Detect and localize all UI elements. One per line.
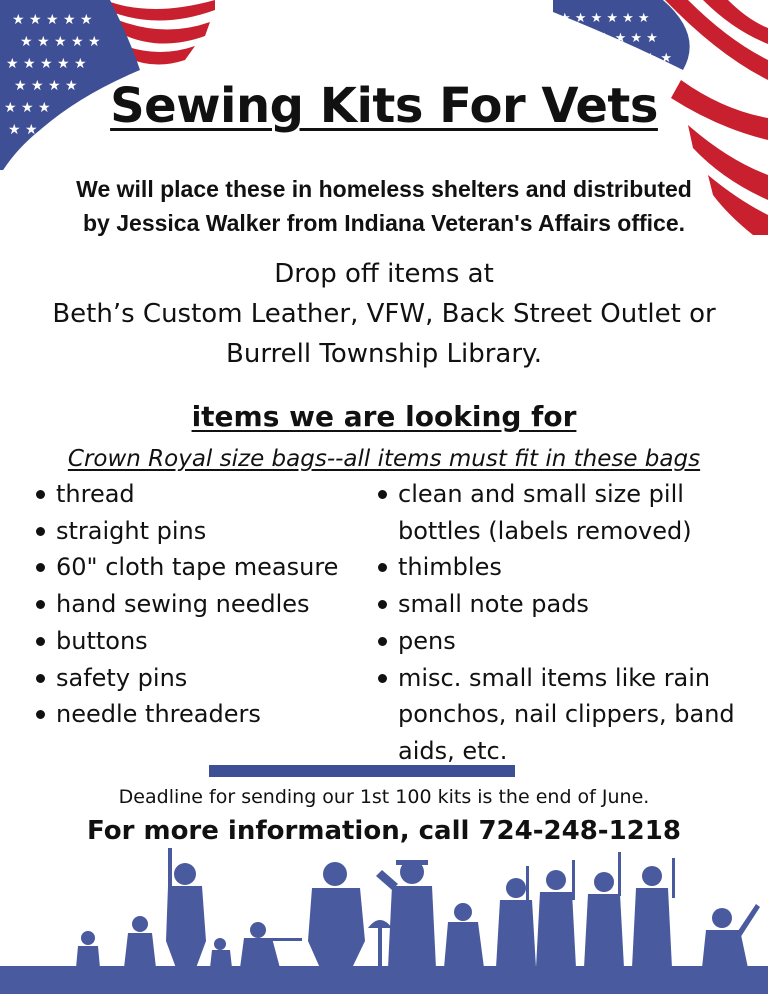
divider-bar — [209, 765, 515, 777]
list-item: clean and small size pill bottles (labels removed) — [374, 476, 748, 549]
dropoff-line-1: Drop off items at — [274, 259, 494, 289]
list-item: straight pins — [32, 513, 338, 550]
list-item: 60" cloth tape measure — [32, 549, 338, 586]
dropoff-line-2: Beth’s Custom Leather, VFW, Back Street Outlet or — [52, 299, 716, 329]
svg-text:★ ★ ★ ★ ★ ★: ★ ★ ★ ★ ★ ★ — [559, 11, 650, 26]
list-item: small note pads — [374, 586, 748, 623]
svg-text:★ ★ ★ ★ ★: ★ ★ ★ ★ ★ — [20, 34, 101, 50]
items-heading: items we are looking for — [191, 400, 577, 433]
items-list-right — [374, 476, 748, 770]
svg-text:★ ★ ★ ★ ★: ★ ★ ★ ★ ★ — [583, 31, 658, 46]
list-item: misc. small items like rain ponchos, nail clippers, band aids, etc. — [374, 660, 748, 770]
list-item: thimbles — [374, 549, 748, 586]
intro-text — [20, 172, 748, 240]
svg-text:★ ★: ★ ★ — [8, 122, 38, 138]
page-title: Sewing Kits For Vets — [110, 78, 658, 134]
list-item: needle threaders — [32, 696, 338, 733]
bags-note: Crown Royal size bags--all items must fit in these bags — [67, 446, 701, 472]
svg-text:★ ★ ★ ★ ★: ★ ★ ★ ★ ★ — [6, 56, 87, 72]
list-item: thread — [32, 476, 338, 513]
svg-text:★ ★ ★ ★ ★: ★ ★ ★ ★ ★ — [12, 12, 93, 28]
items-list-left — [32, 476, 338, 733]
svg-text:★ ★ ★ ★: ★ ★ ★ ★ — [14, 78, 78, 94]
contact-text: For more information, call 724-248-1218 — [87, 816, 681, 846]
list-item: safety pins — [32, 660, 338, 697]
list-item: hand sewing needles — [32, 586, 338, 623]
intro-line-1: We will place these in homeless shelters and distributed — [76, 176, 692, 202]
deadline-text: Deadline for sending our 1st 100 kits is the end of June. — [118, 786, 650, 808]
soldier-silhouette-icon — [0, 846, 768, 994]
dropoff-locations — [0, 254, 768, 374]
svg-text:★ ★ ★ ★: ★ ★ ★ ★ — [613, 51, 673, 66]
dropoff-line-3: Burrell Township Library. — [226, 339, 542, 369]
svg-text:★ ★ ★: ★ ★ ★ — [4, 100, 51, 116]
list-item: pens — [374, 623, 748, 660]
intro-line-2: by Jessica Walker from Indiana Veteran's Affairs office. — [83, 210, 685, 236]
list-item: buttons — [32, 623, 338, 660]
